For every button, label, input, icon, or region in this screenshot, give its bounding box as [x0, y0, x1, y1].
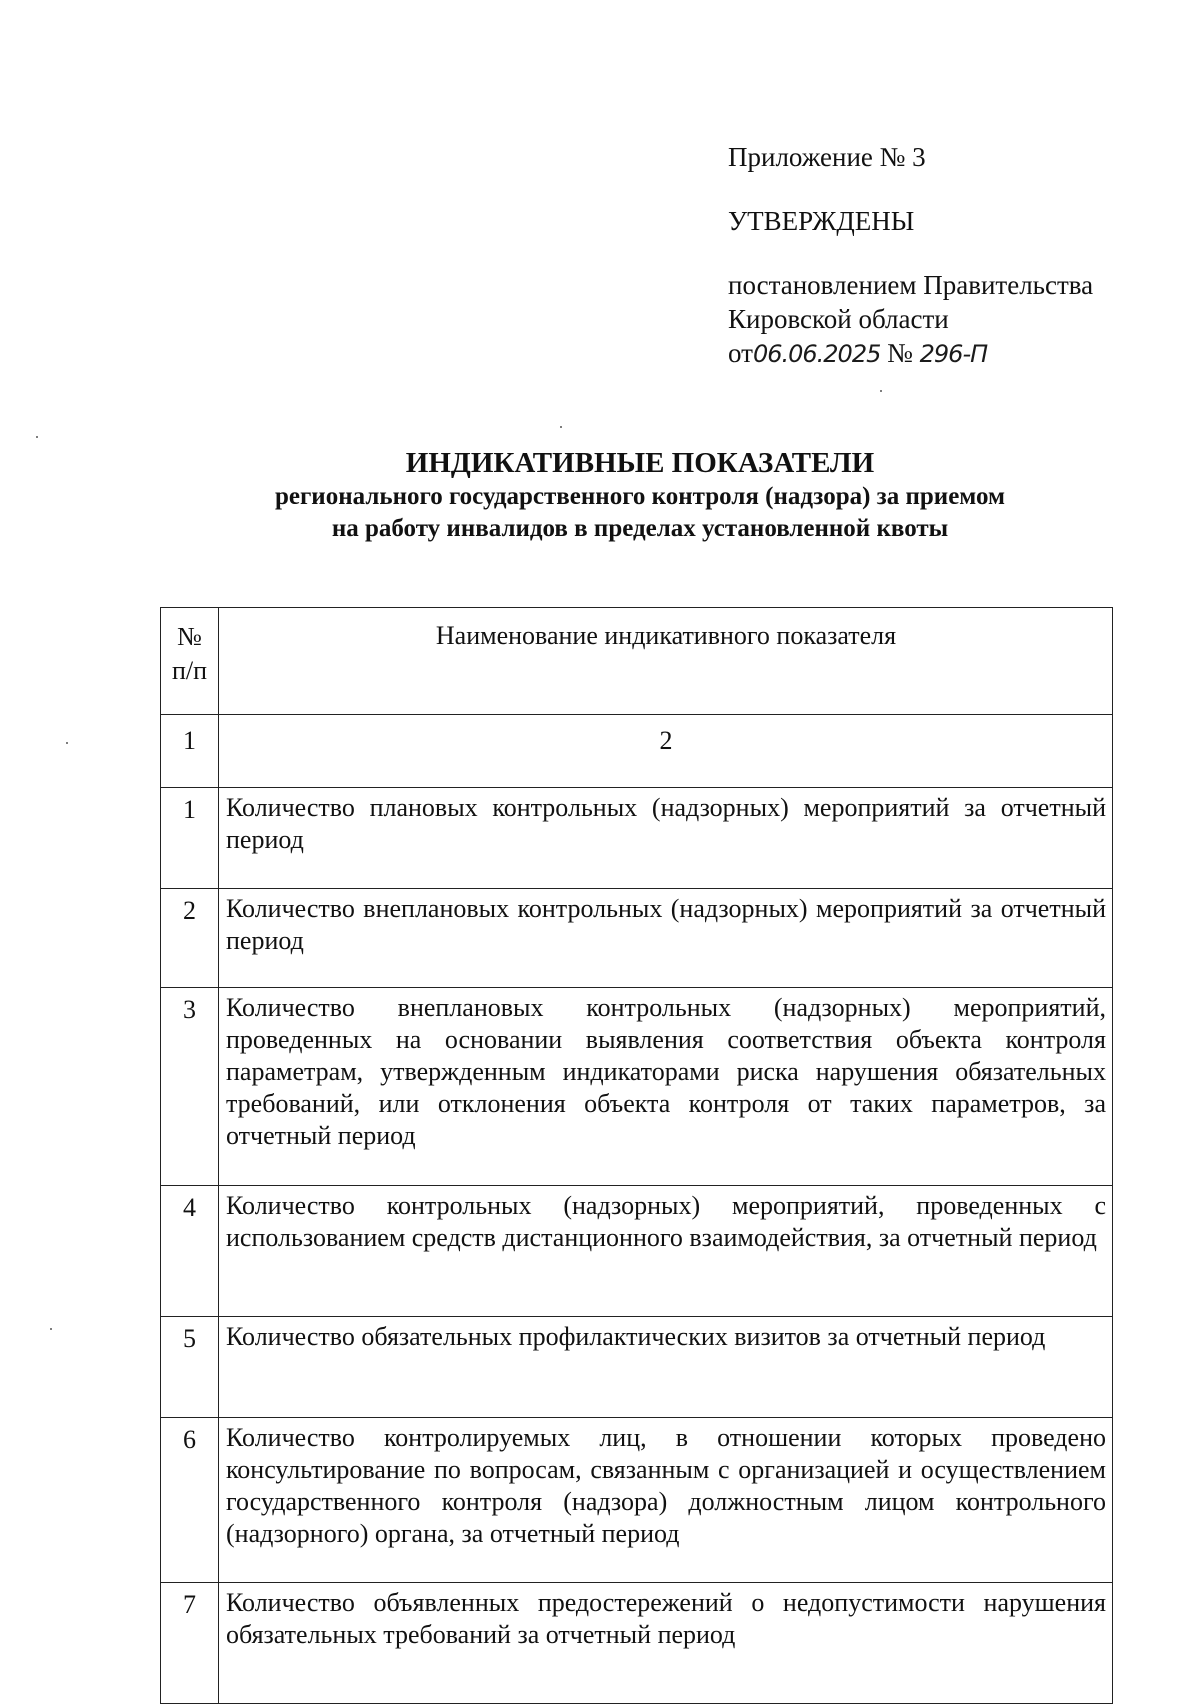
- document-title: [0, 445, 1200, 545]
- row-number: 5: [161, 1317, 219, 1418]
- title-line-3: на работу инвалидов в пределах установленной квоты: [331, 515, 949, 542]
- approved-label: УТВЕРЖДЕНЫ: [728, 206, 915, 236]
- table-row: [161, 988, 1113, 1186]
- row-indicator-name: Количество контролируемых лиц, в отношении которых проведено консультирование по вопросам, связанным с организацией и осуществлением государственного контроля (надзора) должностным лицом контрольного (надзорного) органа, за отчетный период: [219, 1418, 1113, 1583]
- table-row: [161, 1186, 1113, 1317]
- table-row: [161, 1583, 1113, 1704]
- header-num-symbol: №: [177, 622, 202, 651]
- handwritten-number: 296-П: [919, 340, 988, 368]
- header-num-cell: [161, 608, 219, 715]
- scan-speck: [36, 436, 38, 438]
- column-index-1: 1: [161, 715, 219, 788]
- number-prefix: №: [887, 338, 913, 368]
- row-indicator-name: Количество внеплановых контрольных (надзорных) мероприятий, проведенных на основании выявления соответствия объекта контроля параметрам, утвержденным индикаторами риска нарушения обязательных требований, или отклонения объекта контроля от таких параметров, за отчетный период: [219, 988, 1113, 1186]
- row-number: 6: [161, 1418, 219, 1583]
- scan-speck: [50, 1328, 52, 1330]
- table-row: [161, 1317, 1113, 1418]
- table-row: [161, 788, 1113, 889]
- row-indicator-name: Количество контрольных (надзорных) мероприятий, проведенных с использованием средств дистанционного взаимодействия, за отчетный период: [219, 1186, 1113, 1317]
- column-index-row: [161, 715, 1113, 788]
- header-num-abbr: п/п: [171, 656, 208, 685]
- row-number: 4: [161, 1186, 219, 1317]
- scan-speck: [560, 426, 562, 428]
- row-indicator-name: Количество плановых контрольных (надзорных) мероприятий за отчетный период: [219, 788, 1113, 889]
- row-number: 2: [161, 889, 219, 988]
- handwritten-date: 06.06.2025: [752, 340, 881, 368]
- indicators-table: [160, 607, 1113, 1704]
- appendix-label: Приложение № 3: [728, 142, 926, 172]
- row-number: 1: [161, 788, 219, 889]
- approval-block: [728, 140, 1093, 371]
- date-prefix: от: [728, 338, 753, 368]
- column-index-2: 2: [219, 715, 1113, 788]
- title-line-2: регионального государственного контроля (надзора) за приемом: [274, 483, 1006, 510]
- table-row: [161, 889, 1113, 988]
- row-indicator-name: Количество объявленных предостережений о недопустимости нарушения обязательных требований за отчетный период: [219, 1583, 1113, 1704]
- decree-line-2: Кировской области: [728, 304, 949, 334]
- decree-line-1: постановлением Правительства: [728, 270, 1094, 300]
- row-indicator-name: Количество обязательных профилактических визитов за отчетный период: [219, 1317, 1113, 1418]
- table-header-row: [161, 608, 1113, 715]
- row-number: 7: [161, 1583, 219, 1704]
- title-main: ИНДИКАТИВНЫЕ ПОКАЗАТЕЛИ: [405, 447, 875, 479]
- scan-speck: [880, 390, 882, 392]
- row-number: 3: [161, 988, 219, 1186]
- header-name-cell: Наименование индикативного показателя: [219, 608, 1113, 715]
- decree-date-number: [728, 336, 1093, 371]
- table-row: [161, 1418, 1113, 1583]
- scan-speck: [66, 742, 68, 744]
- row-indicator-name: Количество внеплановых контрольных (надзорных) мероприятий за отчетный период: [219, 889, 1113, 988]
